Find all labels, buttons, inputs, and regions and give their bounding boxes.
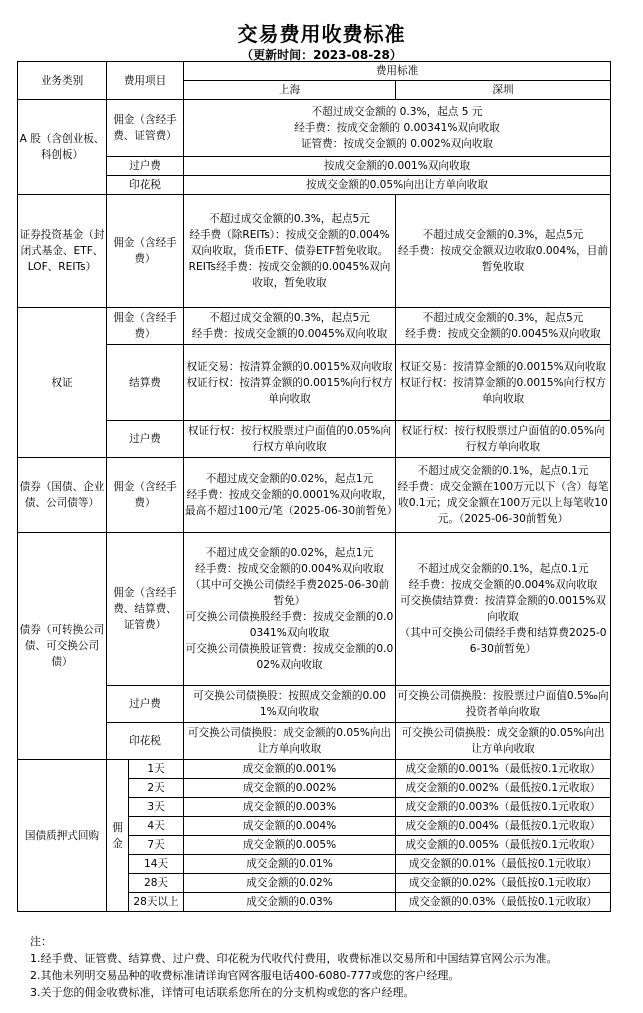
text-line: 经手费（除REITs）：按成交金额的0.004%双向收取，货币ETF、债券ETF暂免收取。 <box>189 229 390 257</box>
warrant-settlement-sh <box>184 345 396 421</box>
header-shanghai: 上海 <box>184 81 396 100</box>
text-line: （其中可交换公司债经手费和结算费2025-06-30前暂免） <box>399 627 607 655</box>
text-line: 不超过成交金额的0.3%，起点5元 <box>209 213 370 225</box>
text-line: 权证交易：按清算金额的0.0015%双向收取 <box>186 360 393 373</box>
repo-sz-rate: 成交金额的0.001%（最低按0.1元收取） <box>396 760 611 779</box>
text-line: 经手费：按成交金额双边收取0.004%，目前暂免收取 <box>398 245 608 273</box>
repo-sh-rate: 成交金额的0.002% <box>184 779 396 798</box>
fee-item-commission: 佣金（含经手费） <box>107 308 184 345</box>
text-line: 经手费：按成交金额的0.0001%双向收取，最高不超过100元/笔（2025-06-30前暂免） <box>185 489 398 517</box>
text-line: 经手费：按成交金额的0.0045%双向收取 <box>405 328 601 340</box>
repo-sh-rate: 成交金额的0.003% <box>184 798 396 817</box>
repo-sz-rate: 成交金额的0.03%（最低按0.1元收取） <box>396 893 611 912</box>
text-line: 不超过成交金额的0.1%，起点0.1元 <box>417 465 589 477</box>
repo-term: 2天 <box>129 779 184 798</box>
repo-term: 28天 <box>129 874 184 893</box>
warrant-commission-sh <box>184 308 396 345</box>
convertible-commission-sz <box>396 533 611 686</box>
repo-sz-rate: 成交金额的0.002%（最低按0.1元收取） <box>396 779 611 798</box>
text-line: 可交换债结算费：按清算金额的0.0015%双向收取 <box>399 595 607 623</box>
header-shenzhen: 深圳 <box>396 81 611 100</box>
fee-item-transfer: 过户费 <box>107 157 184 176</box>
category-bond: 债券（国债、企业债、公司债等） <box>18 458 107 533</box>
bond-sz-standard <box>396 458 611 533</box>
a-share-stamp-standard: 按成交金额的0.05%向出让方单向收取 <box>184 176 611 195</box>
text-line: 经手费：成交金额在100万元以下（含）每笔收0.1元；成交金额在100万元以上每笔收10元。（2025-06-30前暂免） <box>397 481 609 525</box>
header-fee-item: 费用项目 <box>107 62 184 100</box>
warrant-transfer-sz: 权证行权：按行权股票过户面值的0.05%向行权方单向收取 <box>396 421 611 458</box>
repo-sh-rate: 成交金额的0.004% <box>184 817 396 836</box>
warrant-commission-sz <box>396 308 611 345</box>
text-line: 权证行权：按清算金额的0.0015%向行权方单向收取 <box>186 376 393 405</box>
text-line: 可交换公司债换股经手费：按成交金额的0.00341%双向收取 <box>185 611 394 639</box>
convertible-stamp-sz: 可交换公司债换股：成交金额的0.05%向出让方单向收取 <box>396 723 611 760</box>
page-title: 交易费用收费标准 <box>237 22 406 46</box>
repo-sh-rate: 成交金额的0.03% <box>184 893 396 912</box>
repo-sh-rate: 成交金额的0.02% <box>184 874 396 893</box>
text-line: 不超过成交金额的0.3%，起点5元 <box>422 312 584 324</box>
repo-sz-rate: 成交金额的0.003%（最低按0.1元收取） <box>396 798 611 817</box>
notes-heading: 注： <box>30 935 52 948</box>
repo-term: 4天 <box>129 817 184 836</box>
repo-term: 28天以上 <box>129 893 184 912</box>
update-time: （更新时间：2023-08-28） <box>241 48 402 62</box>
header-business-category: 业务类别 <box>18 62 107 100</box>
fee-item-commission: 佣金 <box>107 760 129 912</box>
note-item: 3.关于您的佣金收费标准，详情可电话联系您所在的分支机构或您的客户经理。 <box>30 986 415 999</box>
convertible-transfer-sz: 可交换公司债换股：按股票过户面值0.5‰向投资者单向收取 <box>396 686 611 723</box>
text-line: 可交换公司债换股证管费：按成交金额的0.002%双向收取 <box>185 643 394 671</box>
convertible-commission-sh <box>184 533 396 686</box>
category-warrant: 权证 <box>18 308 107 458</box>
fee-item-commission: 佣金（含经手费） <box>107 458 184 533</box>
note-item: 1.经手费、证管费、结算费、过户费、印花税为代收代付费用，收费标准以交易所和中国结算官网公示为准。 <box>30 952 558 965</box>
repo-sz-rate: 成交金额的0.01%（最低按0.1元收取） <box>396 855 611 874</box>
text-line: 不超过成交金额的0.3%，起点5元 <box>209 312 370 324</box>
category-a-share: A 股（含创业板、科创板） <box>18 100 107 195</box>
fee-item-transfer: 过户费 <box>107 421 184 458</box>
category-fund: 证券投资基金（封闭式基金、ETF、LOF、REITs） <box>18 195 107 308</box>
repo-sh-rate: 成交金额的0.005% <box>184 836 396 855</box>
text-line: 经手费：按成交金额的0.004%双向收取 <box>195 563 384 575</box>
note-item: 2.其他未列明交易品种的收费标准请详询官网客服电话400-6080-777或您的客户经理。 <box>30 969 460 982</box>
fee-item-stamp-tax: 印花税 <box>107 723 184 760</box>
convertible-stamp-sh: 可交换公司债换股：成交金额的0.05%向出让方单向收取 <box>184 723 396 760</box>
text-line: 不超过成交金额的0.02%，起点1元 <box>205 473 374 485</box>
fee-item-commission: 佣金（含经手费） <box>107 195 184 308</box>
fee-item-commission: 佣金（含经手费、结算费、证管费） <box>107 533 184 686</box>
repo-sz-rate: 成交金额的0.02%（最低按0.1元收取） <box>396 874 611 893</box>
fee-item-commission: 佣金（含经手费、证管费） <box>107 100 184 157</box>
repo-sz-rate: 成交金额的0.004%（最低按0.1元收取） <box>396 817 611 836</box>
text-line: 权证行权：按清算金额的0.0015%向行权方单向收取 <box>399 376 607 405</box>
header-fee-standard: 费用标准 <box>184 62 611 81</box>
text-line: 不超过成交金额的0.3%，起点5元 <box>422 229 584 241</box>
fee-item-stamp-tax: 印花税 <box>107 176 184 195</box>
warrant-settlement-sz <box>396 345 611 421</box>
fee-item-settlement: 结算费 <box>107 345 184 421</box>
text-line: 经手费：按成交金额的0.0045%双向收取 <box>191 328 388 340</box>
text-line: 不超过成交金额的 0.3%，起点 5 元 <box>311 106 483 118</box>
category-repo: 国债质押式回购 <box>18 760 107 912</box>
a-share-commission-standard <box>184 100 611 157</box>
a-share-transfer-standard: 按成交金额的0.001%双向收取 <box>184 157 611 176</box>
repo-term: 7天 <box>129 836 184 855</box>
fund-sz-standard <box>396 195 611 308</box>
repo-sh-rate: 成交金额的0.001% <box>184 760 396 779</box>
notes <box>30 933 630 1001</box>
category-convertible-bond: 债券（可转换公司债、可交换公司债） <box>18 533 107 760</box>
bond-sh-standard <box>184 458 396 533</box>
text-line: 证管费：按成交金额的 0.002%双向收取 <box>300 138 494 150</box>
fee-item-transfer: 过户费 <box>107 686 184 723</box>
fund-sh-standard <box>184 195 396 308</box>
text-line: 不超过成交金额的0.02%，起点1元 <box>205 547 374 559</box>
text-line: 权证交易：按清算金额的0.0015%双向收取 <box>399 360 607 373</box>
text-line: 不超过成交金额的0.1%，起点0.1元 <box>417 563 589 575</box>
text-line: 经手费：按成交金额的0.004%双向收取 <box>408 579 598 591</box>
text-line: 经手费：按成交金额的 0.00341%双向收取 <box>294 122 500 134</box>
repo-term: 14天 <box>129 855 184 874</box>
text-line: REITs经手费：按成交金额的0.0045%双向收取，暂免收取 <box>188 261 391 289</box>
repo-sz-rate: 成交金额的0.005%（最低按0.1元收取） <box>396 836 611 855</box>
convertible-transfer-sh: 可交换公司债换股：按照成交金额的0.001%双向收取 <box>184 686 396 723</box>
repo-term: 1天 <box>129 760 184 779</box>
warrant-transfer-sh: 权证行权：按行权股票过户面值的0.05%向行权方单向收取 <box>184 421 396 458</box>
repo-term: 3天 <box>129 798 184 817</box>
repo-sh-rate: 成交金额的0.01% <box>184 855 396 874</box>
fee-table <box>17 61 611 912</box>
text-line: （其中可交换公司债经手费2025-06-30前暂免） <box>189 579 390 607</box>
